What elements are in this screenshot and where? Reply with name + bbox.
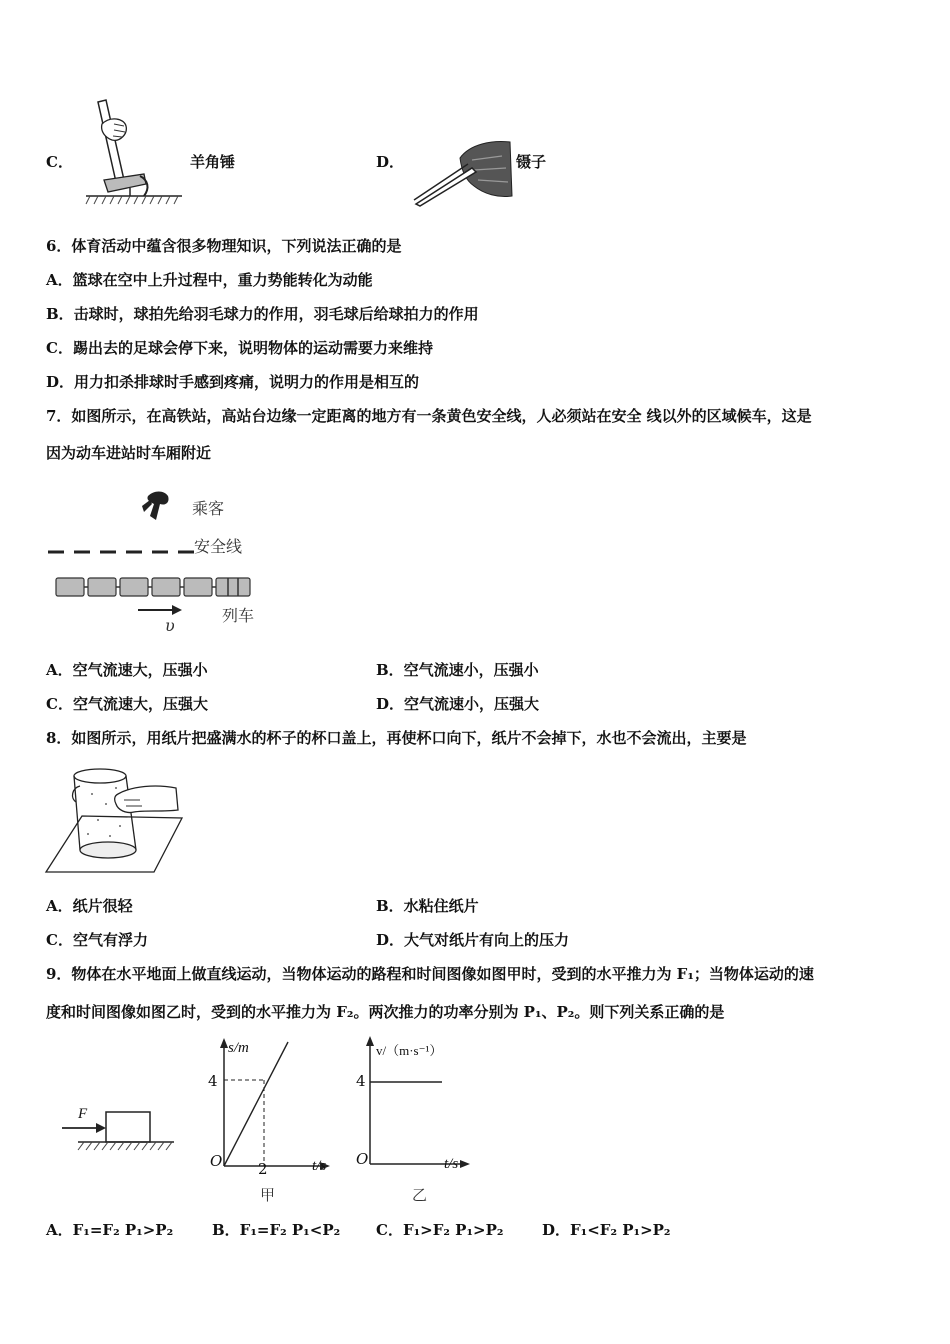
q8-option-b: B．水粘住纸片 xyxy=(376,897,479,915)
tweezers-figure xyxy=(412,138,514,208)
graph-a-ylabel: s/m xyxy=(228,1040,249,1056)
graph-b-caption: 乙 xyxy=(412,1186,428,1204)
q8-option-d: D．大气对纸片有向上的压力 xyxy=(376,931,570,949)
graph-b-y-tick: 4 xyxy=(356,1072,366,1090)
block-force-figure xyxy=(58,1104,178,1156)
q6-option-c: C．踢出去的足球会停下来，说明物体的运动需要力来维持 xyxy=(46,339,433,357)
q9-option-c: C．F₁>F₂ P₁>P₂ xyxy=(376,1221,504,1239)
q7-label-velocity: υ xyxy=(165,616,175,635)
q7-option-c: C．空气流速大，压强大 xyxy=(46,695,208,713)
q7-label-train: 列车 xyxy=(222,606,255,625)
graph-b-origin: O xyxy=(356,1150,369,1168)
graph-a-caption: 甲 xyxy=(260,1186,276,1204)
q7-option-a: A．空气流速大，压强小 xyxy=(46,661,208,679)
q6-stem: 6．体育活动中蕴含很多物理知识，下列说法正确的是 xyxy=(46,237,402,255)
q6-option-b: B．击球时，球拍先给羽毛球力的作用，羽毛球后给球拍力的作用 xyxy=(46,305,479,323)
q9-stem-line1: 9．物体在水平地面上做直线运动，当物体运动的路程和时间图像如图甲时，受到的水平推力为 F₁；当物体运动的速 xyxy=(46,965,814,983)
graph-a-origin: O xyxy=(210,1152,223,1170)
q9-stem-line2: 度和时间图像如图乙时，受到的水平推力为 F₂。两次推力的功率分别为 P₁、P₂。则下列关系正确的是 xyxy=(46,1003,725,1021)
q8-stem: 8．如图所示，用纸片把盛满水的杯子的杯口盖上，再使杯口向下，纸片不会掉下，水也不会流出，主要是 xyxy=(46,729,747,747)
graph-a-line xyxy=(224,1042,288,1166)
q7-option-d: D．空气流速小，压强大 xyxy=(376,695,540,713)
q5-option-d-text: 镊子 xyxy=(516,153,547,171)
q7-stem-line1: 7．如图所示，在高铁站，高站台边缘一定距离的地方有一条黄色安全线，人必须站在安全 线以外的区域候车，这是 xyxy=(46,407,812,425)
q9-option-b: B．F₁=F₂ P₁<P₂ xyxy=(212,1221,341,1239)
q5-option-c-text: 羊角锤 xyxy=(190,153,236,171)
q7-option-b: B．空气流速小，压强小 xyxy=(376,661,539,679)
q9-option-a: A．F₁=F₂ P₁>P₂ xyxy=(46,1221,174,1239)
inverted-cup-figure xyxy=(44,764,184,876)
q7-stem-line2: 因为动车进站时车厢附近 xyxy=(46,444,212,462)
graph-a-y-tick: 4 xyxy=(208,1072,218,1090)
q7-label-passenger: 乘客 xyxy=(192,499,225,518)
graph-b-ylabel: v/（m·s⁻¹） xyxy=(376,1043,443,1058)
claw-hammer-figure xyxy=(84,96,184,208)
q7-label-safety-line: 安全线 xyxy=(194,537,243,556)
graph-b-xlabel: t/s xyxy=(444,1156,459,1172)
q6-option-a: A．篮球在空中上升过程中，重力势能转化为动能 xyxy=(46,271,373,289)
q5-option-d-letter: D． xyxy=(376,153,405,171)
q8-option-c: C．空气有浮力 xyxy=(46,931,148,949)
q9-force-label: F xyxy=(78,1106,88,1122)
q8-option-a: A．纸片很轻 xyxy=(46,897,133,915)
q6-option-d: D．用力扣杀排球时手感到疼痛，说明力的作用是相互的 xyxy=(46,373,420,391)
graph-a-x-tick: 2 xyxy=(258,1160,268,1178)
q5-option-c-letter: C． xyxy=(46,153,73,171)
graph-a-xlabel: t/s xyxy=(312,1158,327,1174)
graph-a-svg xyxy=(200,1038,330,1170)
q9-option-d: D．F₁<F₂ P₁>P₂ xyxy=(542,1221,671,1239)
